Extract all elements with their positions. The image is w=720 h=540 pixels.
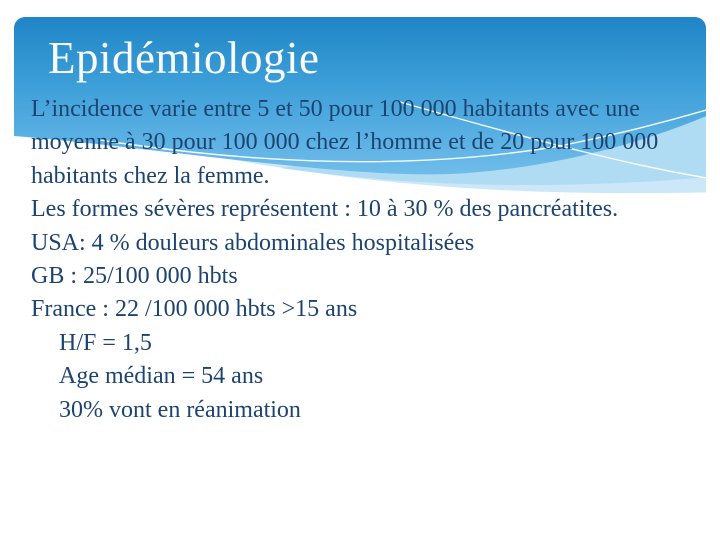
body-line: habitants chez la femme.: [31, 162, 270, 189]
slide-body: [0, 93, 720, 427]
body-line: 30% vont en réanimation: [59, 396, 301, 423]
body-line: Age médian = 54 ans: [59, 363, 264, 390]
body-line: France : 22 /100 000 hbts >15 ans: [31, 296, 358, 323]
slide-title: Epidémiologie: [48, 33, 320, 83]
body-line: GB : 25/100 000 hbts: [31, 263, 238, 290]
body-line: moyenne à 30 pour 100 000 chez l’homme et de 20 pour 100 000: [31, 129, 659, 156]
body-line: H/F = 1,5: [59, 329, 152, 356]
body-line: Les formes sévères représentent : 10 à 30 % des pancréatites.: [31, 196, 619, 223]
body-line: L’incidence varie entre 5 et 50 pour 100 000 habitants avec une: [31, 96, 640, 122]
body-line: USA: 4 % douleurs abdominales hospitalisées: [31, 229, 475, 256]
